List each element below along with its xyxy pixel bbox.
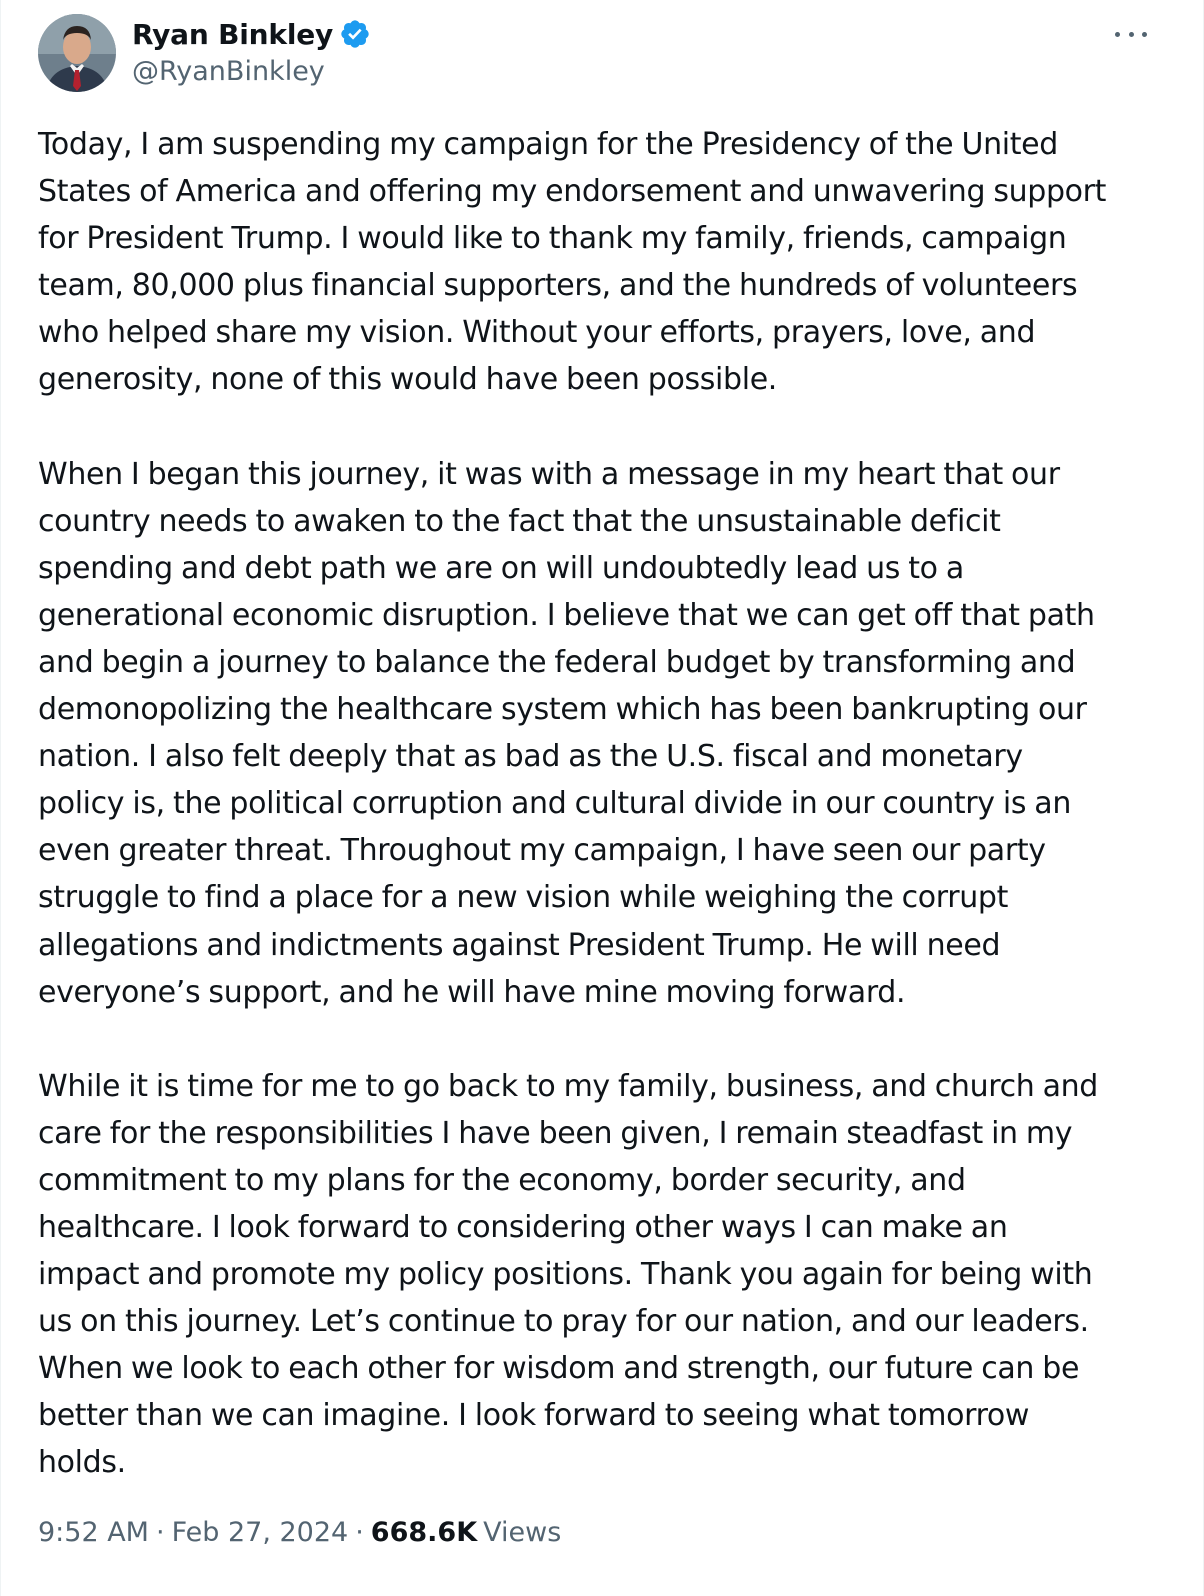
author-handle[interactable]: @RyanBinkley	[132, 56, 325, 87]
tweet-text	[38, 121, 1168, 1487]
author-display-name[interactable]: Ryan Binkley	[132, 17, 334, 51]
views-label[interactable]: Views	[483, 1517, 562, 1548]
meta-separator: ·	[355, 1517, 364, 1548]
tweet-meta	[38, 1517, 561, 1548]
views-count[interactable]: 668.6K	[370, 1517, 478, 1548]
more-dot	[1142, 32, 1147, 37]
meta-separator: ·	[155, 1517, 165, 1548]
avatar-photo	[38, 14, 116, 92]
avatar[interactable]	[38, 14, 116, 92]
tweet-paragraph: While it is time for me to go back to my family, business, and church and care for the responsibilities I have been given, I remain steadfast in my commitment to my plans for the economy, border security, and healthcare. I look forward to considering other ways I can make an impact and promote my policy positions. Thank you again for being with us on this journey. Let’s continue to pray for our nation, and our leaders. When we look to each other for wisdom and strength, our future can be better than we can imagine. I look forward to seeing what tomorrow holds.	[38, 1068, 1098, 1481]
tweet-date[interactable]: Feb 27, 2024	[171, 1517, 349, 1548]
more-horizontal-icon[interactable]	[1111, 22, 1151, 46]
tweet-paragraph: When I began this journey, it was with a message in my heart that our country needs to awaken to the fact that the unsustainable deficit spending and debt path we are on will undoubtedly lead us to a generational economic disruption. I believe that we can get off that path and begin a journey to balance the federal budget by transforming and demonopolizing the healthcare system which has been bankrupting our nation. I also felt deeply that as bad as the U.S. fiscal and monetary policy is, the political corruption and cultural divide in our country is an even greater threat. Throughout my campaign, I have seen our party struggle to find a place for a new vision while weighing the corrupt allegations and indictments against President Trump. He will need everyone’s support, and he will have mine moving forward.	[38, 456, 1095, 1010]
tweet-time[interactable]: 9:52 AM	[38, 1517, 149, 1548]
more-dot	[1129, 32, 1134, 37]
tweet-paragraph: Today, I am suspending my campaign for the Presidency of the United States of America and offering my endorsement and unwavering support for President Trump. I would like to thank my family, friends, campaign team, 80,000 plus financial supporters, and the hundreds of volunteers who helped share my vision. Without your efforts, prayers, love, and generosity, none of this would have been possible.	[38, 127, 1107, 398]
verified-badge-icon	[339, 18, 371, 50]
more-dot	[1115, 32, 1120, 37]
author-name-row	[132, 16, 371, 52]
